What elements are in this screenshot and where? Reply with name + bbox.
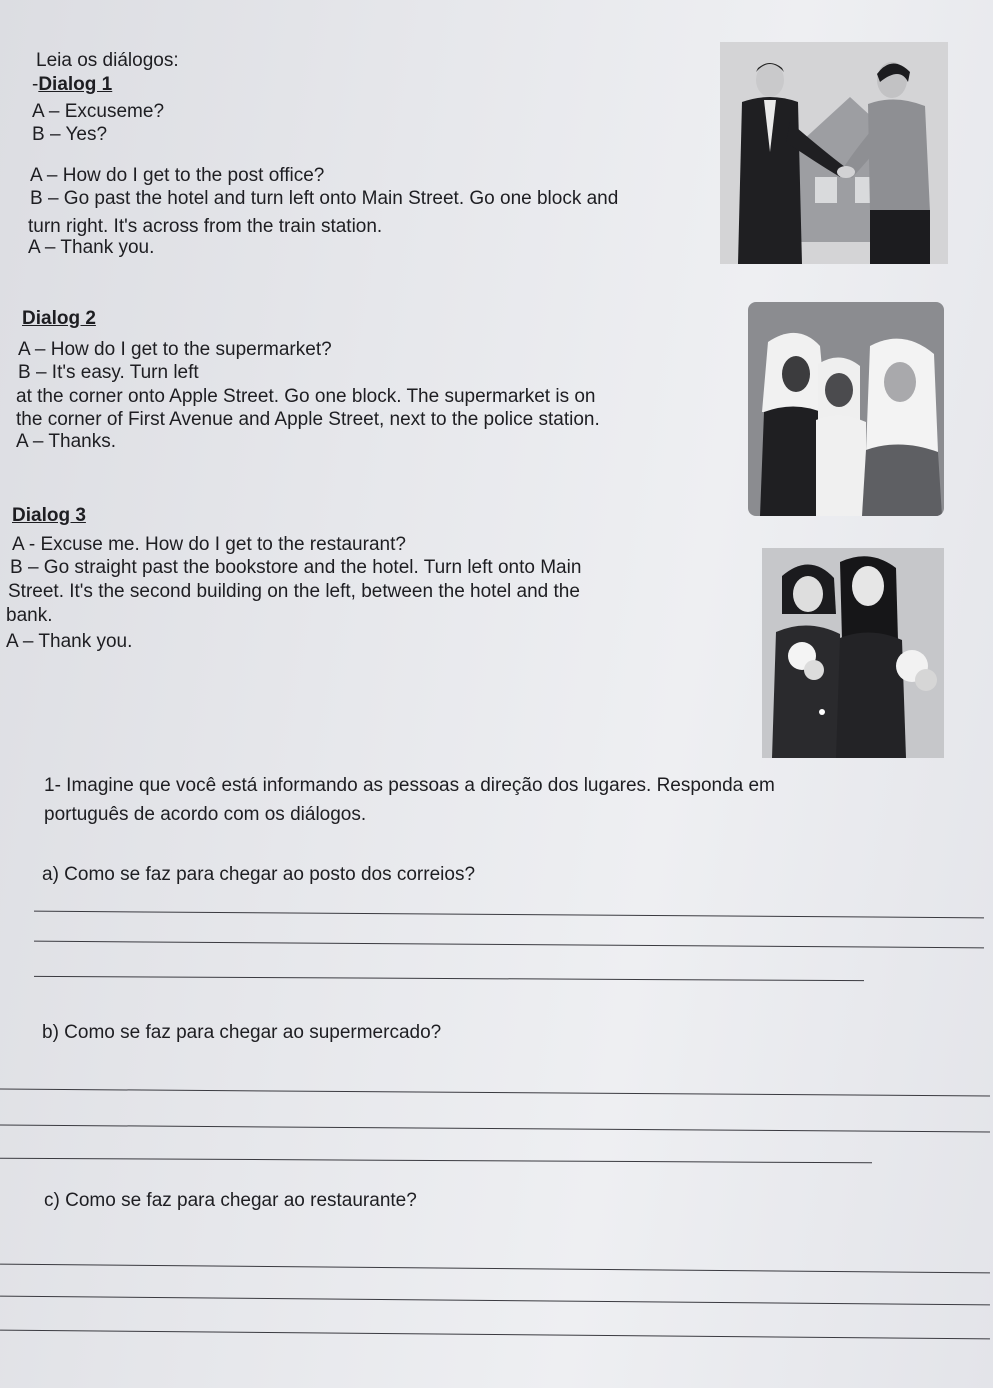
answer-line-b3[interactable] — [0, 1158, 872, 1164]
answer-line-c3[interactable] — [0, 1330, 990, 1340]
dialog2-line: A – Thanks. — [16, 431, 116, 452]
dialog1-line: B – Go past the hotel and turn left onto Main Street. Go one block and — [30, 188, 619, 209]
dialog2-line: the corner of First Avenue and Apple Street, next to the police station. — [16, 409, 600, 430]
answer-line-a2[interactable] — [34, 941, 984, 949]
dialog3-line: B – Go straight past the bookstore and the hotel. Turn left onto Main — [10, 557, 582, 578]
dialog3-line: bank. — [6, 605, 53, 626]
dialog1-line: B – Yes? — [32, 124, 108, 145]
answer-line-a1[interactable] — [34, 911, 984, 919]
dialog2-line: B – It's easy. Turn left — [18, 362, 199, 383]
dialog3-title-row — [12, 505, 86, 527]
answer-line-a3[interactable] — [34, 976, 864, 981]
exercise-instruction: 1- Imagine que você está informando as pessoas a direção dos lugares. Responda em — [44, 775, 775, 796]
dialog2-title: Dialog 2 — [22, 308, 96, 329]
headscarf-women-illustration — [748, 302, 944, 516]
dialog1-line: A – Excuseme? — [32, 101, 165, 122]
dialog3-line: A - Excuse me. How do I get to the restaurant? — [12, 534, 406, 555]
handshake-illustration — [720, 42, 948, 264]
dialog1-line: turn right. It's across from the train station. — [28, 216, 383, 237]
dialog3-title: Dialog 3 — [12, 505, 86, 526]
intro-heading: Leia os diálogos: — [36, 50, 179, 71]
question-b: b) Como se faz para chegar ao supermercado? — [42, 1022, 442, 1043]
dialog1-title: Dialog 1 — [38, 74, 113, 95]
dialog1-line: A – Thank you. — [28, 237, 155, 258]
dialog2-title-row — [22, 308, 96, 330]
answer-line-b1[interactable] — [0, 1089, 990, 1097]
dialog3-line: Street. It's the second building on the left, between the hotel and the — [8, 581, 580, 602]
question-a: a) Como se faz para chegar ao posto dos correios? — [42, 864, 476, 885]
question-c: c) Como se faz para chegar ao restaurante? — [44, 1190, 417, 1211]
exercise-instruction-cont: português de acordo com os diálogos. — [44, 804, 367, 825]
dialog1-title-row — [32, 74, 112, 96]
dialog3-line: A – Thank you. — [6, 631, 133, 652]
answer-line-b2[interactable] — [0, 1125, 990, 1133]
women-with-flowers-illustration — [762, 548, 944, 758]
dialog1-line: A – How do I get to the post office? — [30, 165, 325, 186]
dialog1-prefix: - — [32, 74, 39, 95]
dialog2-line: A – How do I get to the supermarket? — [18, 339, 332, 360]
answer-line-c2[interactable] — [0, 1296, 990, 1306]
answer-line-c1[interactable] — [0, 1264, 990, 1274]
dialog2-line: at the corner onto Apple Street. Go one block. The supermarket is on — [16, 386, 596, 407]
